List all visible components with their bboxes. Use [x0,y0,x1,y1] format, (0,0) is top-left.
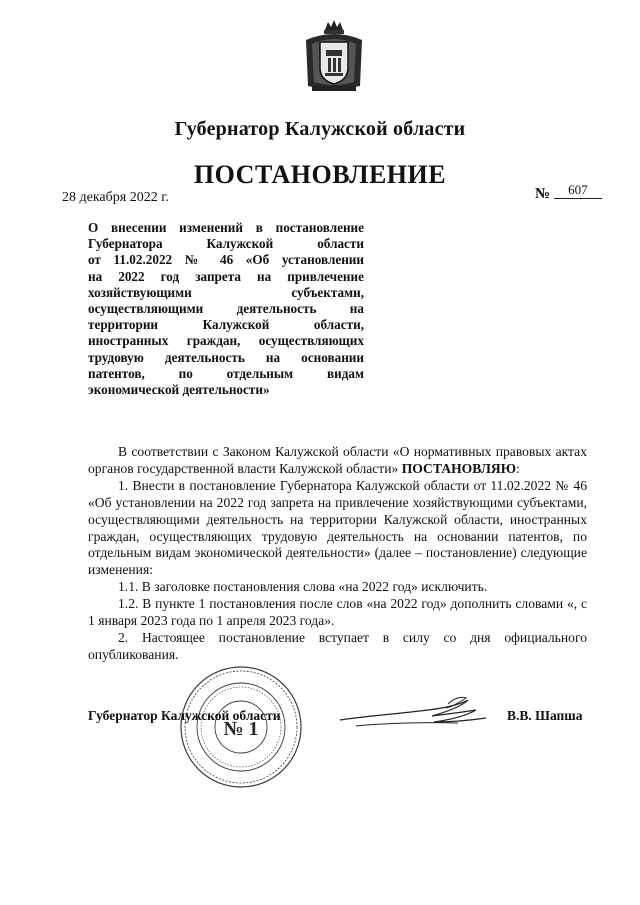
subject-line: осуществляющими деятельность на [88,301,364,317]
body-paragraph: 1.2. В пункте 1 постановления после слов «на 2022 год» дополнить словами «, с 1 января 2023 года по 1 апреля 2023 года». [88,596,587,629]
official-seal-icon [178,664,304,790]
subject-line: экономической деятельности» [88,382,270,398]
number-value: 607 [554,182,602,199]
signatory-name: В.В. Шапша [507,708,583,723]
subject-line: О внесении изменений в постановление [88,220,364,235]
document-number [535,182,602,203]
body-paragraph: 1. Внести в постановление Губернатора Калужской области от 11.02.2022 № 46 «Об установлении на 2022 год запрета на привлечение хозяйствующими субъектами, осуществляющими деятельность на территории Калужской области, иностранных граждан, осуществляющих трудовую деятельность на основании патентов, по отдельным видам экономической деятельности» (далее – постановление) следующие изменения: [88,477,587,578]
subject-line: патентов, по отдельным видам [88,365,364,381]
subject-line: иностранных граждан, осуществляющих [88,333,364,349]
subject-line: Губернатора Калужской области [88,236,364,252]
seal-number: № 1 [223,718,259,740]
subject-line: от 11.02.2022 № 46 «Об установлении [88,252,364,268]
body-paragraph [88,444,587,478]
document-type: ПОСТАНОВЛЕНИЕ [193,160,447,189]
subject-line: территории Калужской области, [88,317,364,333]
document-date: 28 декабря 2022 г. [62,190,169,205]
subject-line: хозяйствующими субъектами, [88,284,364,300]
handwritten-signature-icon [336,690,496,734]
decree-keyword: ПОСТАНОВЛЯЮ [401,460,517,476]
subject-line: трудовую деятельность на основании [88,349,364,365]
number-label: № [535,186,551,202]
document-body [88,444,587,664]
body-text: : [516,460,520,476]
coat-of-arms-icon [298,18,370,94]
signatory-title: Губернатор Калужской области [88,708,281,723]
subject-line: на 2022 год запрета на привлечение [88,268,364,284]
body-paragraph: 2. Настоящее постановление вступает в силу со дня официального опубликования. [88,629,587,662]
body-text: В соответствии с Законом Калужской области «О нормативных правовых актах органов государственной власти Калужской области» [88,444,587,476]
body-paragraph: 1.1. В заголовке постановления слова «на 2022 год» исключить. [118,579,488,595]
authority-title: Губернатор Калужской области [174,118,466,140]
document-subject [88,220,364,398]
